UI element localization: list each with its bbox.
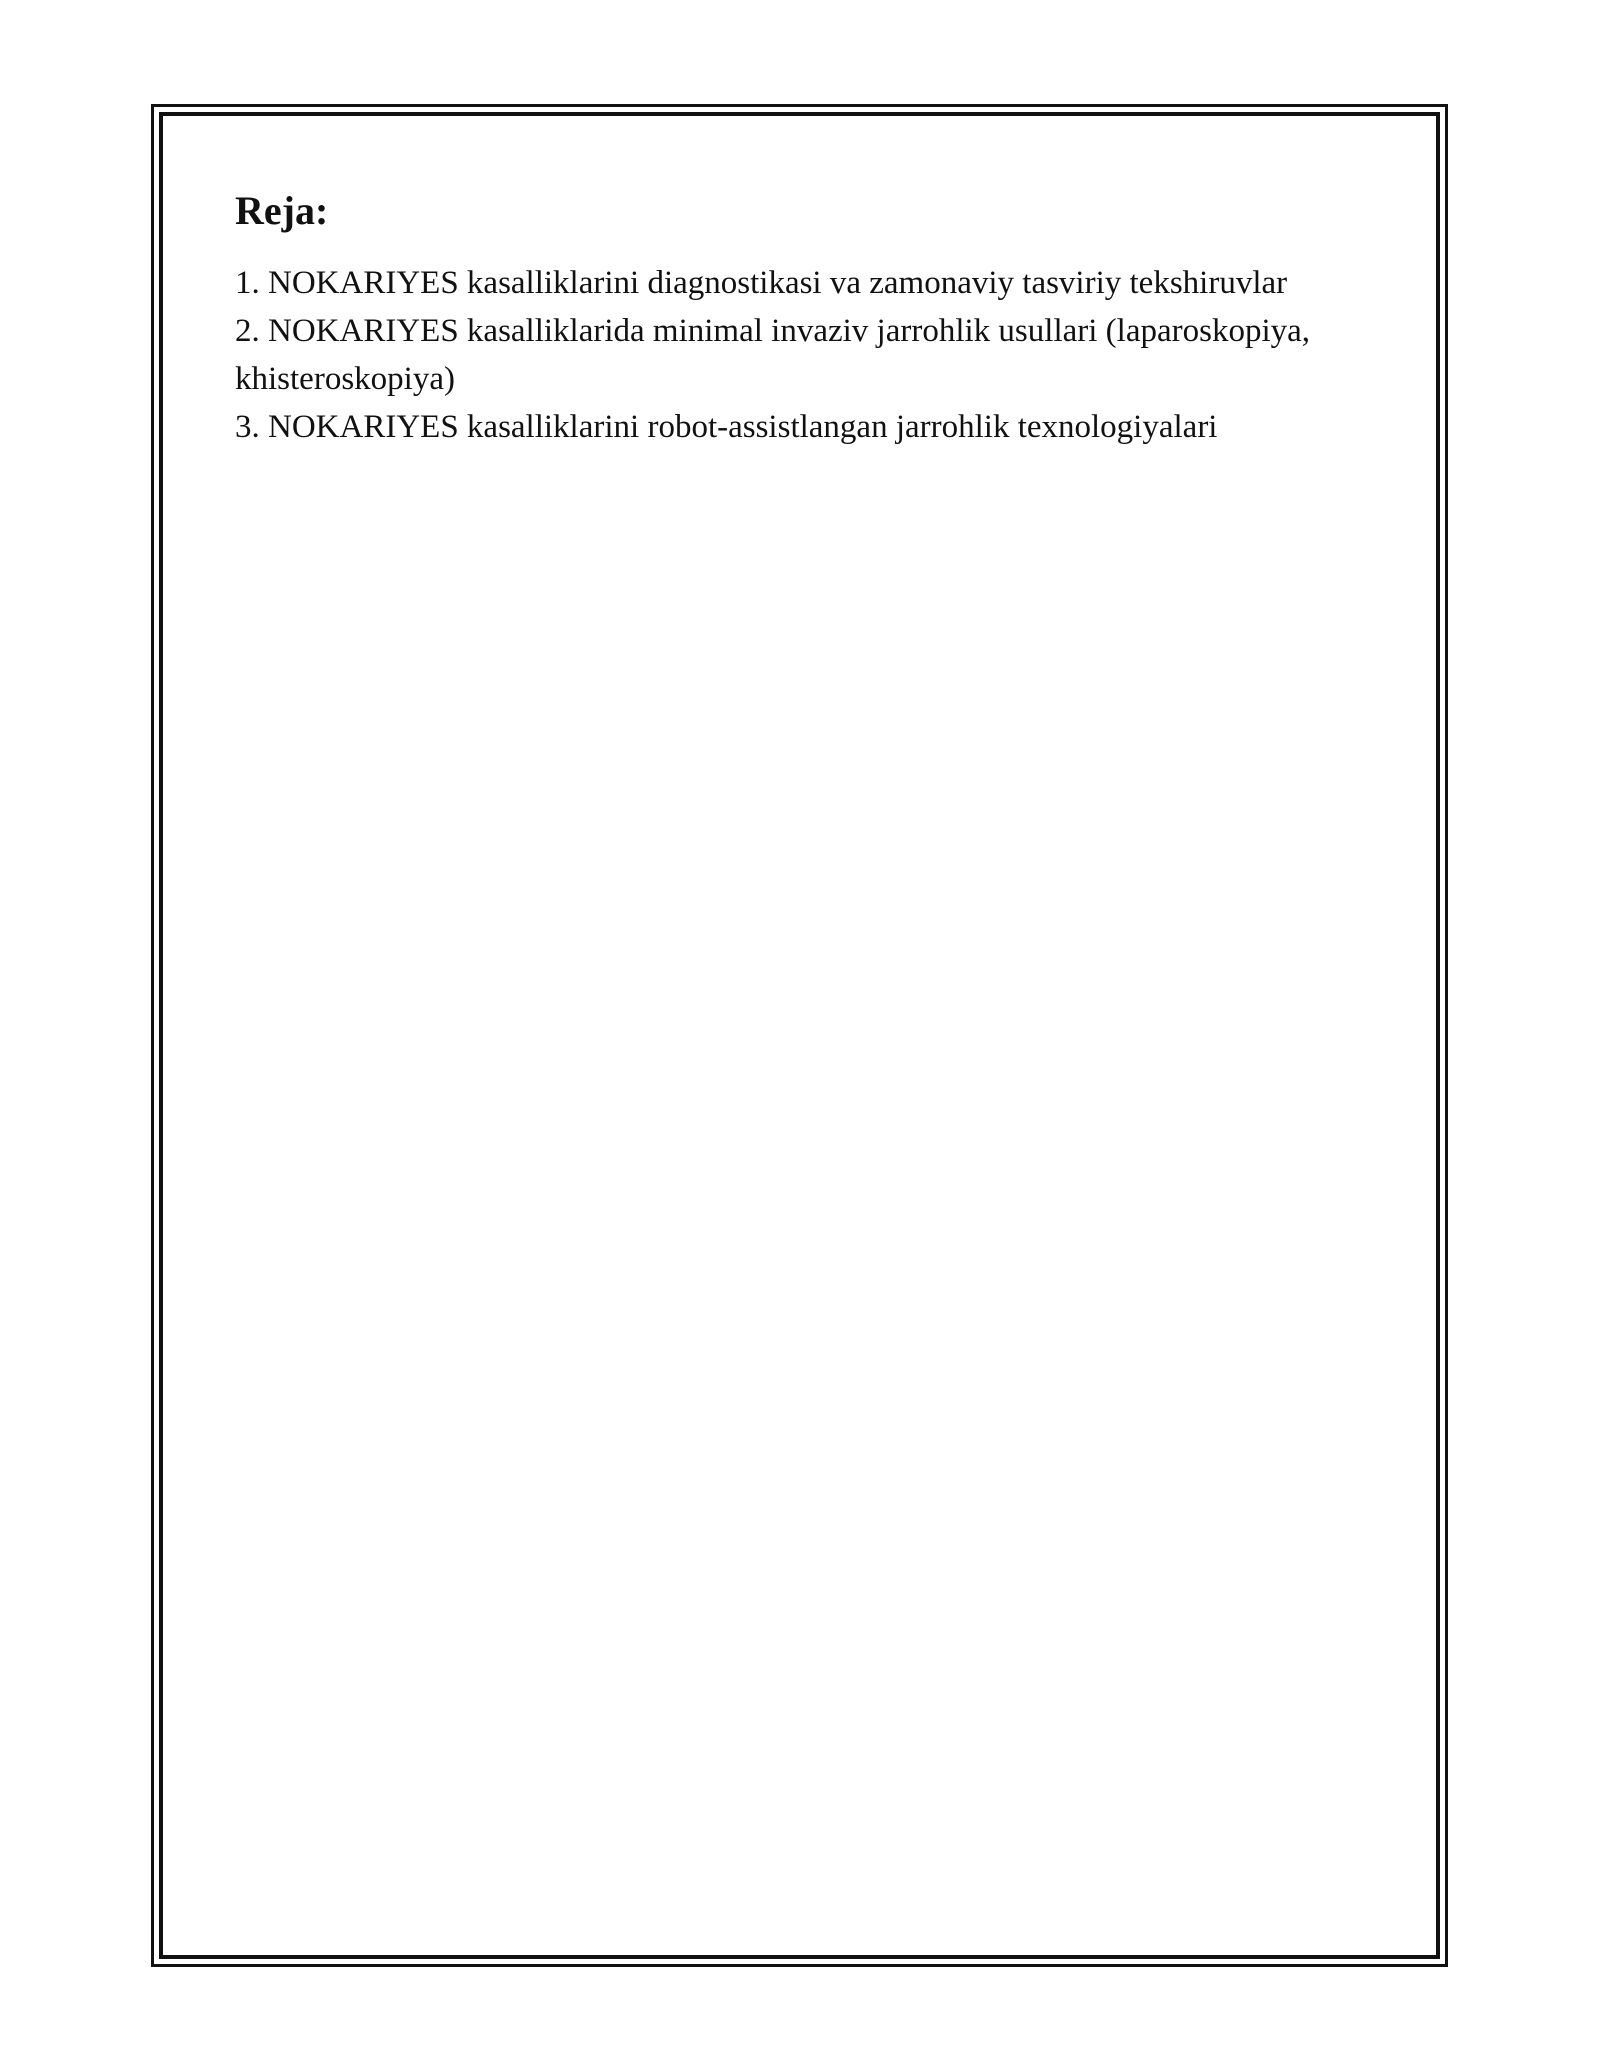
plan-item-3: 3. NOKARIYES kasalliklarini robot-assistlangan jarrohlik texnologiyalari — [235, 409, 1218, 445]
plan-list — [235, 259, 1385, 451]
plan-item-1: 1. NOKARIYES kasalliklarini diagnostikasi va zamonaviy tasviriy tekshiruvlar — [235, 265, 1288, 301]
document-content — [235, 185, 1385, 451]
plan-item-2: 2. NOKARIYES kasalliklarida minimal invaziv jarrohlik usullari (laparoskopiya, khisteroskopiya) — [235, 313, 1311, 397]
plan-heading: Reja: — [235, 188, 329, 233]
